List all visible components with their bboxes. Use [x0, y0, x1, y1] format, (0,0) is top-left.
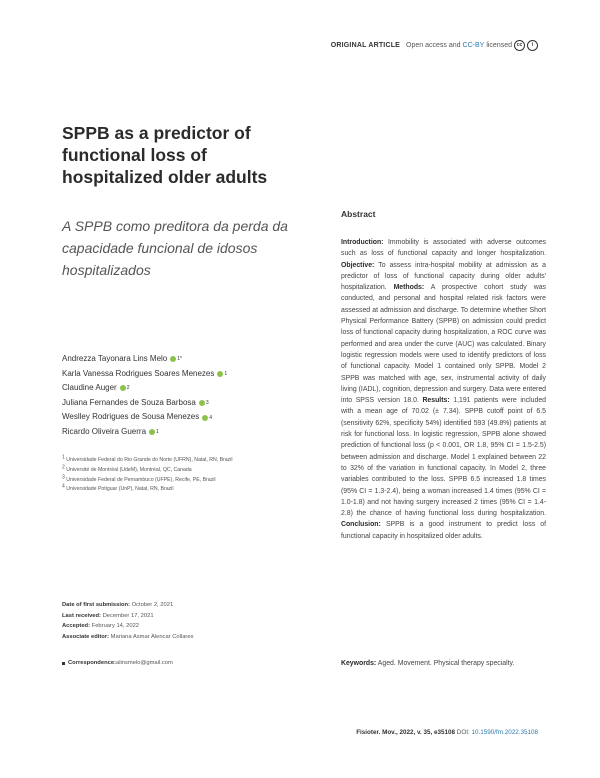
author-name: Andrezza Tayonara Lins Melo — [62, 354, 168, 363]
doi-link[interactable]: 10.1590/fm.2022.35108 — [471, 729, 538, 736]
last-received-label: Last received: — [62, 612, 101, 619]
author-item: Juliana Fernandes de Souza Barbosa 3 — [62, 396, 302, 411]
correspondence-label: Correspondence: — [68, 660, 116, 666]
author-list — [62, 352, 302, 440]
accepted-date: February 14, 2022 — [91, 623, 140, 629]
conclusion-label: Conclusion: — [341, 521, 381, 529]
page-header — [331, 40, 538, 51]
article-subtitle: A SPPB como preditora da perda da capacidade funcional de idosos hospitalizados — [62, 218, 288, 278]
article-title: SPPB as a predictor of functional loss of hospitalized older adults — [62, 123, 268, 187]
author-item: Ricardo Oliveira Guerra 1 — [62, 425, 302, 440]
last-received-row — [62, 611, 312, 622]
author-item: Andrezza Tayonara Lins Melo 1* — [62, 352, 302, 367]
intro-text: Immobility is associated with adverse outcomes such as loss of functional capacity and longer hospitalization. — [341, 239, 546, 258]
author-name: Weslley Rodrigues de Sousa Menezes — [62, 412, 200, 422]
orcid-icon[interactable] — [149, 429, 155, 435]
objective-text: To assess intra-hospital mobility at admission as a predictor of loss of functional capacity during older adults' hospitalization. — [341, 261, 547, 292]
correspondence-email[interactable]: alinsmelo@gmail.com — [116, 660, 173, 666]
page-footer — [356, 729, 538, 736]
abstract-body — [341, 237, 546, 542]
affiliation-item — [62, 485, 322, 495]
affiliation-number: 3 — [62, 473, 65, 480]
article-type: ORIGINAL ARTICLE — [330, 42, 401, 49]
affiliation-list — [62, 456, 322, 495]
editor-row — [62, 632, 312, 643]
affiliation-text: Universidade Federal do Rio Grande do Norte (UFRN), Natal, RN, Brazil — [66, 457, 233, 463]
author-item: Karla Vanessa Rodrigues Soares Menezes 1 — [62, 367, 302, 382]
affiliation-text: Université de Montréal (UdeM), Montréal, QC, Canada — [66, 466, 192, 473]
affiliation-item — [62, 473, 322, 486]
first-submission-date: October 2, 2021 — [131, 602, 174, 608]
methods-label: Methods: — [393, 284, 425, 292]
methods-text: A prospective cohort study was conducted, and personal and hospital related risk factors were assessed at admission and discharge. To determine whether Short Physical Performance Battery (SPPB) on admission could predict loss of functional capacity during hospitalization, a ROC curve was performed and area under the curve (AUC) was calculated. Binary logistic regression models were used to identify predictors of loss of functional capacity. Model 1 contained only SPPB. Model 2 SPPB was matched with age, sex, instrumental activity of daily living (IADL), cognition, depression and surgery. Data were entered into SPSS version 18.0. — [341, 284, 546, 405]
affiliation-item — [62, 466, 322, 476]
results-label: Results: — [422, 397, 450, 405]
affiliation-text: Universidade Federal de Pernambuco (UFPE), Recife, PE, Brazil — [66, 476, 216, 483]
bullet-icon — [62, 662, 65, 665]
accepted-label: Accepted: — [62, 623, 91, 629]
abstract-heading: Abstract — [341, 209, 376, 219]
affiliation-number: 1 — [62, 454, 65, 461]
author-name: Juliana Fernandes de Souza Barbosa — [62, 397, 196, 407]
by-icon: i — [527, 40, 538, 51]
affiliation-number: 2 — [62, 464, 65, 471]
orcid-icon[interactable] — [202, 415, 208, 421]
keywords-label: Keywords: — [341, 660, 377, 667]
journal-citation: Fisioter. Mov., 2022, v. 35, e35108 — [356, 729, 456, 736]
affiliation-text: Universidade Potiguar (UnP), Natal, RN, Brazil — [66, 486, 174, 493]
author-item: Weslley Rodrigues de Sousa Menezes 4 — [62, 410, 302, 425]
editor-label: Associate editor: — [62, 633, 110, 640]
author-item: Claudine Auger 2 — [62, 381, 302, 396]
orcid-icon[interactable] — [199, 400, 205, 406]
editor-name: Mariana Asmar Alencar Collares — [110, 633, 194, 640]
affiliation-number: 4 — [62, 483, 65, 490]
open-access-text: Open access and — [406, 42, 461, 49]
orcid-icon[interactable] — [217, 371, 223, 377]
first-submission-row — [62, 600, 312, 611]
last-received-date: December 17, 2021 — [102, 612, 154, 619]
cc-icon: cc — [514, 40, 525, 51]
author-name: Karla Vanessa Rodrigues Soares Menezes — [62, 368, 215, 378]
author-name: Ricardo Oliveira Guerra — [62, 426, 147, 436]
results-text: 1,191 patients were included with a mean age of 70.02 (± 7.34). SPPB cutoff point of 6.5 (sensitivity 62%, specificity 54%) identified 593 (49.8%) patients at risk for functional loss. In logistic regression, SPPB alone showed prediction of functional loss (p < 0.001, OR 1.8, 95% CI = 1.5-2.5) between admission and discharge. Model 1 explained between 22 to 32% of the variation in functional capacity. In Model 2, three variables contributed to the loss. SPPB 6.5 increased 1.8 times (95% CI = 1.3-2.4), being a woman increased 1.4 times (95% CI = 1.0-1.8) and not having surgery increased 2 times (95% CI = 1.4-2.8) the chance of having functional loss during hospitalization. — [341, 397, 547, 518]
affiliation-item — [62, 456, 322, 466]
doi-label: DOI: — [456, 729, 470, 736]
accepted-row — [62, 621, 312, 632]
keywords-text: Aged. Movement. Physical therapy specialty. — [377, 660, 515, 667]
publication-dates — [62, 600, 312, 642]
objective-label: Objective: — [341, 261, 375, 269]
license-suffix: licensed — [486, 42, 512, 49]
correspondence — [62, 660, 312, 666]
orcid-icon[interactable] — [170, 356, 176, 362]
orcid-icon[interactable] — [120, 385, 126, 391]
first-submission-label: Date of first submission: — [62, 602, 130, 608]
keywords — [341, 660, 551, 667]
author-name: Claudine Auger — [62, 383, 117, 393]
conclusion-text: SPPB is a good instrument to predict loss of functional capacity in hospitalized older adults. — [341, 521, 546, 540]
license-link[interactable]: CC-BY — [462, 42, 485, 49]
intro-label: Introduction: — [341, 239, 384, 246]
